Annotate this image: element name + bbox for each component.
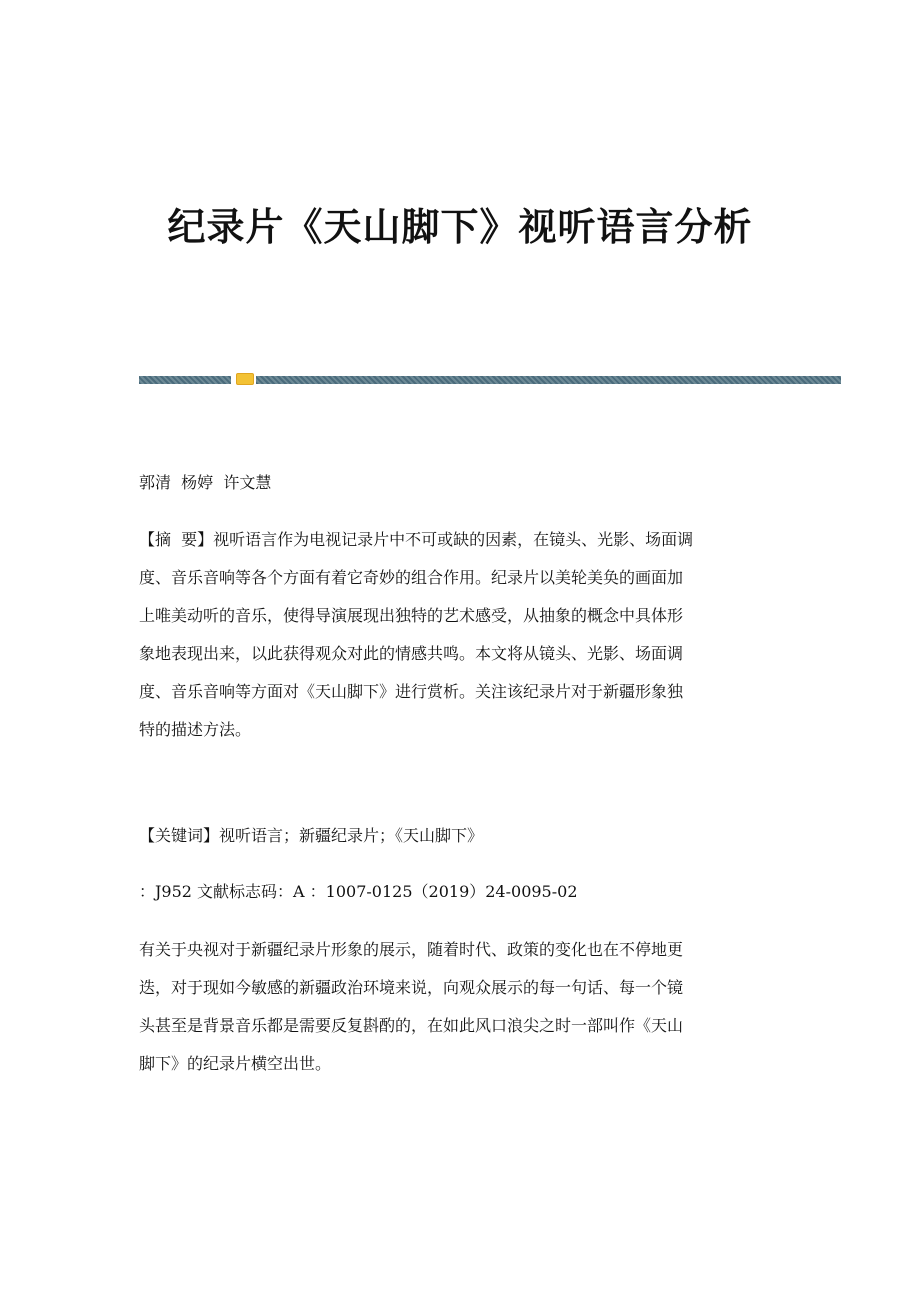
- envelope-icon: [236, 373, 254, 385]
- document-title: 纪录片《天山脚下》视听语言分析: [167, 204, 753, 249]
- divider-right: [256, 376, 841, 384]
- abstract-line: 【摘 要】视听语言作为电视记录片中不可或缺的因素，在镜头、光影、场面调: [139, 530, 694, 549]
- abstract-line: 上唯美动听的音乐，使得导演展现出独特的艺术感受，从抽象的概念中具体形: [139, 606, 684, 625]
- body-line: 脚下》的纪录片横空出世。: [139, 1054, 332, 1073]
- body-line: 有关于央视对于新疆纪录片形象的展示，随着时代、政策的变化也在不停地更: [139, 940, 684, 959]
- abstract-line: 度、音乐音响等各个方面有着它奇妙的组合作用。纪录片以美轮美奂的画面加: [139, 568, 684, 587]
- abstract-line: 特的描述方法。: [139, 720, 252, 739]
- divider-left: [139, 376, 231, 384]
- classification: ：J952 文献标志码：A ：1007-0125（2019）24-0095-02: [139, 882, 578, 901]
- body-line: 迭，对于现如今敏感的新疆政治环境来说，向观众展示的每一句话、每一个镜: [139, 978, 684, 997]
- abstract-line: 度、音乐音响等方面对《天山脚下》进行赏析。关注该纪录片对于新疆形象独: [139, 682, 684, 701]
- keywords: 【关键词】视听语言；新疆纪录片；《天山脚下》: [139, 826, 484, 845]
- authors: 郭清 杨婷 许文慧: [139, 473, 272, 492]
- body-line: 头甚至是背景音乐都是需要反复斟酌的，在如此风口浪尖之时一部叫作《天山: [139, 1016, 684, 1035]
- abstract-line: 象地表现出来，以此获得观众对此的情感共鸣。本文将从镜头、光影、场面调: [139, 644, 684, 663]
